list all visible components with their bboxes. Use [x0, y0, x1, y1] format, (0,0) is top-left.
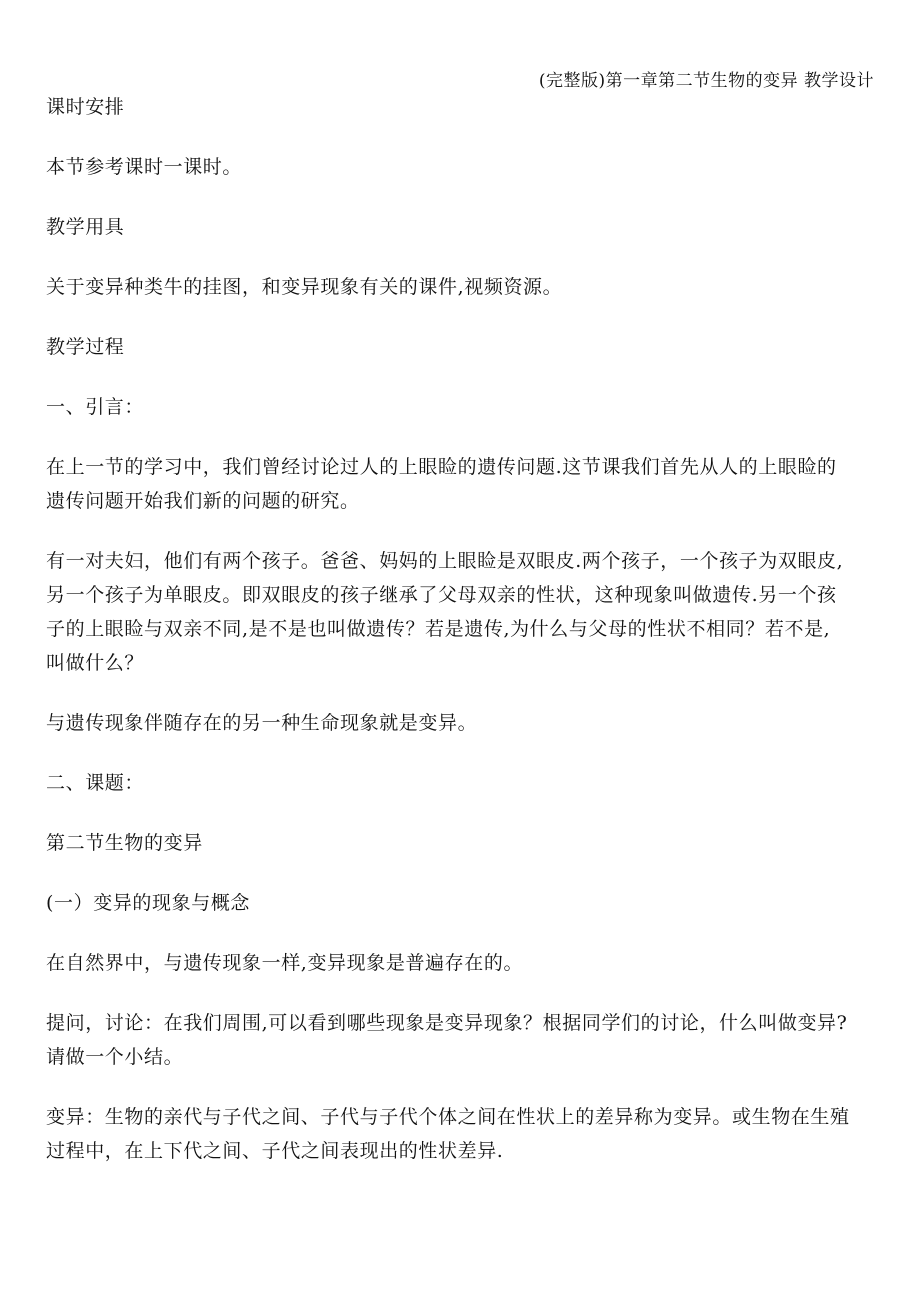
- paragraph-nature-text: [46, 946, 896, 980]
- text-line: 提问，讨论：在我们周围,可以看到哪些现象是变异现象？根据同学们的讨论，什么叫做变异?: [46, 1012, 848, 1034]
- text-line: 另一个孩子为单眼皮。即双眼皮的孩子继承了父母双亲的性状，这种现象叫做遗传.另一个孩: [46, 584, 837, 606]
- text-line: 变异：生物的亲代与子代之间、子代与子代个体之间在性状上的差异称为变异。或生物在生殖: [46, 1106, 850, 1128]
- text-line: 与遗传现象伴随存在的另一种生命现象就是变异。: [46, 712, 478, 734]
- text-line: 有一对夫妇，他们有两个孩子。爸爸、妈妈的上眼睑是双眼皮.两个孩子，一个孩子为双眼皮,: [46, 550, 844, 572]
- paragraph-topic-heading: [46, 766, 896, 800]
- text-line: (一）变异的现象与概念: [46, 892, 251, 914]
- paragraph-tools-text: [46, 270, 896, 304]
- text-line: 第二节生物的变异: [46, 832, 203, 854]
- paragraph-variation-intro: [46, 706, 896, 740]
- document-body: [46, 90, 896, 1194]
- document-header: (完整版)第一章第二节生物的变异 教学设计: [538, 71, 874, 91]
- paragraph-schedule-text: [46, 150, 896, 184]
- text-line: 在自然界中，与遗传现象一样,变异现象是普遍存在的。: [46, 952, 524, 974]
- text-line: 关于变异种类牛的挂图，和变异现象有关的课件,视频资源。: [46, 276, 563, 298]
- text-line: 二、课题：: [46, 772, 145, 794]
- paragraph-subsection-title: [46, 886, 896, 920]
- paragraph-schedule-heading: [46, 90, 896, 124]
- paragraph-discussion: [46, 1006, 896, 1074]
- text-line: 请做一个小结。: [46, 1046, 184, 1068]
- text-line: 子的上眼睑与双亲不同,是不是也叫做遗传？若是遗传,为什么与父母的性状不相同？若不是,: [46, 618, 831, 640]
- text-line: 一、引言：: [46, 396, 145, 418]
- text-line: 叫做什么？: [46, 652, 145, 674]
- paragraph-intro-text: [46, 450, 896, 518]
- text-line: 教学用具: [46, 216, 125, 238]
- text-line: 遗传问题开始我们新的问题的研究。: [46, 490, 360, 512]
- paragraph-tools-heading: [46, 210, 896, 244]
- text-line: 在上一节的学习中，我们曾经讨论过人的上眼睑的遗传问题.这节课我们首先从人的上眼睑的: [46, 456, 837, 478]
- text-line: 课时安排: [46, 96, 125, 118]
- paragraph-definition: [46, 1100, 896, 1168]
- paragraph-process-heading: [46, 330, 896, 364]
- text-line: 本节参考课时一课时。: [46, 156, 243, 178]
- paragraph-intro-heading: [46, 390, 896, 424]
- text-line: 教学过程: [46, 336, 125, 358]
- paragraph-section-title: [46, 826, 896, 860]
- text-line: 过程中，在上下代之间、子代之间表现出的性状差异.: [46, 1140, 504, 1162]
- paragraph-couple-example: [46, 544, 896, 680]
